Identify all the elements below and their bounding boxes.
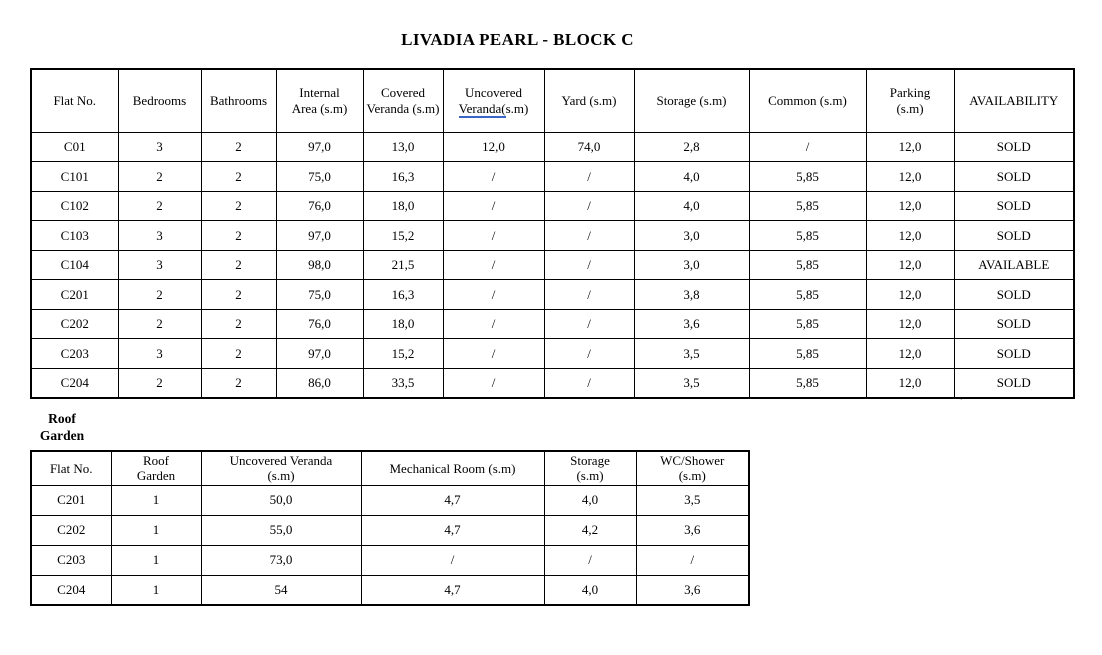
column-header: Yard (s.m) [544, 69, 634, 132]
table-cell: 12,0 [866, 309, 954, 339]
table-cell: 12,0 [866, 280, 954, 310]
table-cell: 2 [201, 280, 276, 310]
table-cell: SOLD [954, 221, 1074, 251]
table-cell: / [544, 339, 634, 369]
table-cell: / [544, 162, 634, 192]
table-cell: 3,0 [634, 250, 749, 280]
table-cell: 74,0 [544, 132, 634, 162]
column-header: AVAILABILITY [954, 69, 1074, 132]
table-cell: / [443, 191, 544, 221]
table-cell: 98,0 [276, 250, 363, 280]
table-cell: 3,6 [634, 309, 749, 339]
table-cell: 16,3 [363, 162, 443, 192]
table-cell: 5,85 [749, 191, 866, 221]
table-cell: / [544, 309, 634, 339]
table-cell: 4,7 [361, 515, 544, 545]
table-cell: C103 [31, 221, 118, 251]
table-cell: 2 [201, 132, 276, 162]
table-cell: 12,0 [866, 339, 954, 369]
table-cell: 1 [111, 575, 201, 605]
table-cell: 12,0 [866, 368, 954, 398]
table-cell: SOLD [954, 191, 1074, 221]
table-cell: SOLD [954, 132, 1074, 162]
column-header: Bathrooms [201, 69, 276, 132]
roof-garden-table [30, 450, 750, 606]
table-cell: / [361, 545, 544, 575]
table-cell: 5,85 [749, 221, 866, 251]
table-cell: / [636, 545, 749, 575]
header-row [31, 69, 1074, 132]
table-cell: / [544, 221, 634, 251]
column-header: Flat No. [31, 69, 118, 132]
table-cell: 4,7 [361, 485, 544, 515]
table-cell: SOLD [954, 309, 1074, 339]
table-cell: 86,0 [276, 368, 363, 398]
stray-backtick-mark: ` [958, 396, 963, 411]
table-cell: 97,0 [276, 221, 363, 251]
table-row [31, 339, 1074, 369]
table-cell: 76,0 [276, 309, 363, 339]
table-cell: 18,0 [363, 191, 443, 221]
table-cell: 3,6 [636, 575, 749, 605]
table-cell: 3,8 [634, 280, 749, 310]
table-row [31, 191, 1074, 221]
table-cell: C102 [31, 191, 118, 221]
table-cell: / [443, 280, 544, 310]
table-cell: 55,0 [201, 515, 361, 545]
table-cell: 3,5 [634, 339, 749, 369]
table-cell: 12,0 [443, 132, 544, 162]
table-row [31, 515, 749, 545]
table-cell: 73,0 [201, 545, 361, 575]
table-cell: 2 [201, 368, 276, 398]
table-cell: 1 [111, 485, 201, 515]
availability-table [30, 68, 1075, 399]
table-cell: C101 [31, 162, 118, 192]
table-cell: C201 [31, 485, 111, 515]
table-cell: / [544, 191, 634, 221]
column-header: Mechanical Room (s.m) [361, 451, 544, 485]
table-cell: 5,85 [749, 309, 866, 339]
table-cell: 1 [111, 545, 201, 575]
table-cell: 3,0 [634, 221, 749, 251]
table-cell: C202 [31, 309, 118, 339]
table-cell: 4,7 [361, 575, 544, 605]
table-cell: 2,8 [634, 132, 749, 162]
table-cell: 75,0 [276, 162, 363, 192]
blue-underlined-text: Veranda( [458, 100, 506, 116]
table-cell: / [544, 250, 634, 280]
table-cell: C203 [31, 545, 111, 575]
table-cell: C202 [31, 515, 111, 545]
table-cell: 4,2 [544, 515, 636, 545]
table-cell: 4,0 [544, 485, 636, 515]
table-row [31, 132, 1074, 162]
table-cell: 2 [118, 280, 201, 310]
table-cell: 12,0 [866, 250, 954, 280]
table-cell: 5,85 [749, 368, 866, 398]
table-cell: 3 [118, 339, 201, 369]
table-cell: / [443, 221, 544, 251]
table-row [31, 545, 749, 575]
table-cell: 3 [118, 132, 201, 162]
table-cell: / [443, 309, 544, 339]
table-cell: 2 [118, 368, 201, 398]
column-header: Covered Veranda (s.m) [363, 69, 443, 132]
table-cell: 1 [111, 515, 201, 545]
table-cell: 12,0 [866, 191, 954, 221]
column-header: Common (s.m) [749, 69, 866, 132]
table-cell: 54 [201, 575, 361, 605]
table-cell: 13,0 [363, 132, 443, 162]
table-cell: 97,0 [276, 132, 363, 162]
table-row [31, 485, 749, 515]
table-cell: C204 [31, 368, 118, 398]
column-header: Roof Garden [111, 451, 201, 485]
table-cell: 5,85 [749, 250, 866, 280]
table-cell: 4,0 [544, 575, 636, 605]
column-header: WC/Shower (s.m) [636, 451, 749, 485]
roof-garden-section-label: Roof Garden [39, 411, 85, 443]
table-cell: C204 [31, 575, 111, 605]
table-cell: SOLD [954, 162, 1074, 192]
table-cell: C01 [31, 132, 118, 162]
table-cell: 3,5 [634, 368, 749, 398]
table-cell: / [544, 368, 634, 398]
table-cell: SOLD [954, 368, 1074, 398]
table-cell: 21,5 [363, 250, 443, 280]
table-cell: 5,85 [749, 162, 866, 192]
table-cell: 2 [201, 339, 276, 369]
table-cell: 18,0 [363, 309, 443, 339]
page-title: LIVADIA PEARL - BLOCK C [401, 30, 634, 49]
table-cell: 3 [118, 250, 201, 280]
table-cell: 2 [118, 309, 201, 339]
table-cell: SOLD [954, 339, 1074, 369]
table-cell: / [443, 339, 544, 369]
column-header: Storage (s.m) [544, 451, 636, 485]
table-cell: 76,0 [276, 191, 363, 221]
table-cell: 16,3 [363, 280, 443, 310]
table-row [31, 221, 1074, 251]
table-cell: C104 [31, 250, 118, 280]
table-cell: 4,0 [634, 191, 749, 221]
table-cell: 3 [118, 221, 201, 251]
table-cell: / [443, 250, 544, 280]
table-cell: 75,0 [276, 280, 363, 310]
table-cell: C203 [31, 339, 118, 369]
table-row [31, 280, 1074, 310]
table-cell: / [544, 280, 634, 310]
table-cell: 2 [118, 191, 201, 221]
table-cell: 2 [201, 162, 276, 192]
table-cell: 2 [201, 250, 276, 280]
table-cell: / [443, 368, 544, 398]
table-cell: 2 [201, 221, 276, 251]
column-header: Storage (s.m) [634, 69, 749, 132]
table-cell: SOLD [954, 280, 1074, 310]
header-row [31, 451, 749, 485]
table-cell: 50,0 [201, 485, 361, 515]
table-cell: 12,0 [866, 221, 954, 251]
table-cell: 3,6 [636, 515, 749, 545]
table-cell: 97,0 [276, 339, 363, 369]
table-row [31, 250, 1074, 280]
table-cell: / [544, 545, 636, 575]
column-header: Flat No. [31, 451, 111, 485]
table-cell: 33,5 [363, 368, 443, 398]
table-cell: 2 [201, 309, 276, 339]
table-cell: 5,85 [749, 339, 866, 369]
column-header: Uncovered Veranda(s.m) [443, 69, 544, 132]
column-header: Parking (s.m) [866, 69, 954, 132]
table-cell: 15,2 [363, 339, 443, 369]
table-row [31, 309, 1074, 339]
table-cell: C201 [31, 280, 118, 310]
table-cell: 5,85 [749, 280, 866, 310]
table-cell: 2 [201, 191, 276, 221]
table-cell: / [443, 162, 544, 192]
table-row [31, 368, 1074, 398]
table-cell: 3,5 [636, 485, 749, 515]
table-cell: / [749, 132, 866, 162]
table-cell: 15,2 [363, 221, 443, 251]
table-row [31, 575, 749, 605]
table-cell: 2 [118, 162, 201, 192]
table-cell: AVAILABLE [954, 250, 1074, 280]
table-row [31, 162, 1074, 192]
table-cell: 12,0 [866, 162, 954, 192]
table-cell: 12,0 [866, 132, 954, 162]
column-header: Uncovered Veranda (s.m) [201, 451, 361, 485]
table-cell: 4,0 [634, 162, 749, 192]
column-header: Internal Area (s.m) [276, 69, 363, 132]
column-header: Bedrooms [118, 69, 201, 132]
